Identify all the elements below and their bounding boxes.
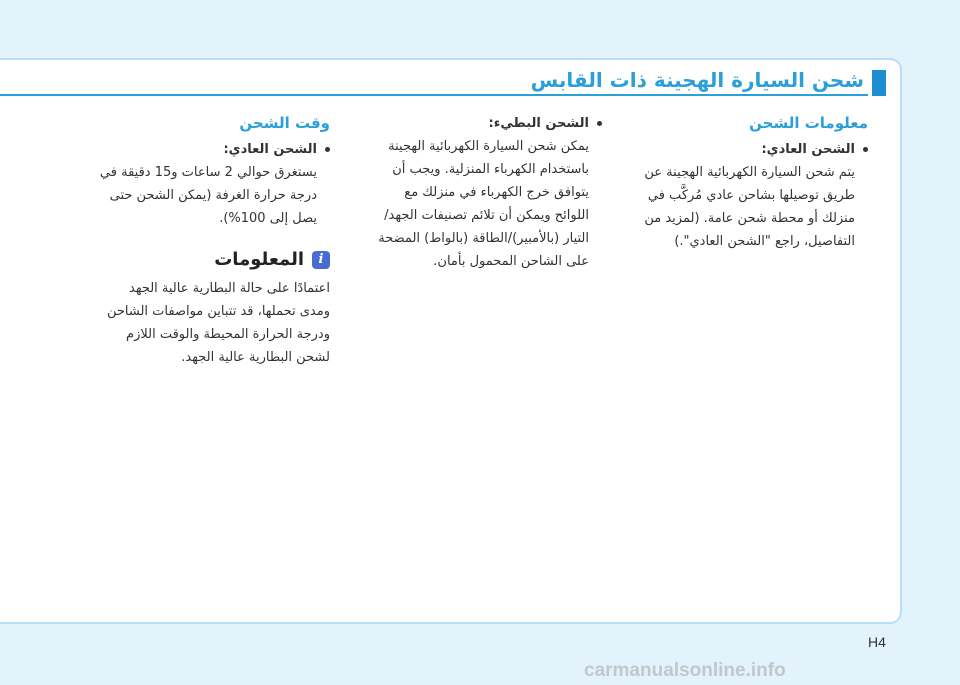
bullet-dot-icon [863,147,868,152]
charging-time-bullet [98,138,330,230]
header-tab-marker [872,70,886,96]
bullet-lead: الشحن العادي: [223,142,317,157]
watermark: carmanualsonline.info [584,660,786,681]
bullet-text: يستغرق حوالي 2 ساعات و15 دقيقة في درجة حرارة الغرفة (يمكن الشحن حتى يصل إلى 100%). [99,165,317,226]
bullet-dot-icon [597,121,602,126]
info-icon: i [312,251,330,269]
slow-charging-bullet [370,112,602,273]
bullet-lead: الشحن البطيء: [488,116,589,131]
bullet-lead: الشحن العادي: [761,142,855,157]
column-charging-info [632,112,868,253]
section-title: شحن السيارة الهجينة ذات القابس [530,68,864,92]
header-rule [0,94,868,96]
charging-time-heading: وقت الشحن [239,114,330,132]
info-note-heading [98,248,330,271]
page-number: H4 [868,634,886,650]
column-slow-charging [370,112,602,273]
bullet-text: يمكن شحن السيارة الكهربائية الهجينة باستخدام الكهرباء المنزلية. ويجب أن يتوافق خرج الكهرباء في منزلك مع اللوائح ويمكن أن تلائم تصنيفات الجهد/التيار (بالأمبير)/الطاقة (بالواط) المضحة على الشاحن المحمول بأمان. [378,139,589,269]
column-charging-time [98,112,330,369]
bullet-dot-icon [325,147,330,152]
charging-info-heading: معلومات الشحن [749,114,868,132]
info-title: المعلومات [214,249,304,270]
bullet-text: يتم شحن السيارة الكهربائية الهجينة عن طريق توصيلها بشاحن عادي مُركَّب في منزلك أو محطة شحن عامة. (لمزيد من التفاصيل، راجع "الشحن العادي".) [644,165,855,249]
normal-charging-bullet [632,138,868,253]
info-note-text: اعتمادًا على حالة البطارية عالية الجهد ومدى تحملها، قد تتباين مواصفات الشاحن ودرجة الحرارة المحيطة والوقت اللازم لشحن البطارية عالية الجهد. [106,281,330,365]
